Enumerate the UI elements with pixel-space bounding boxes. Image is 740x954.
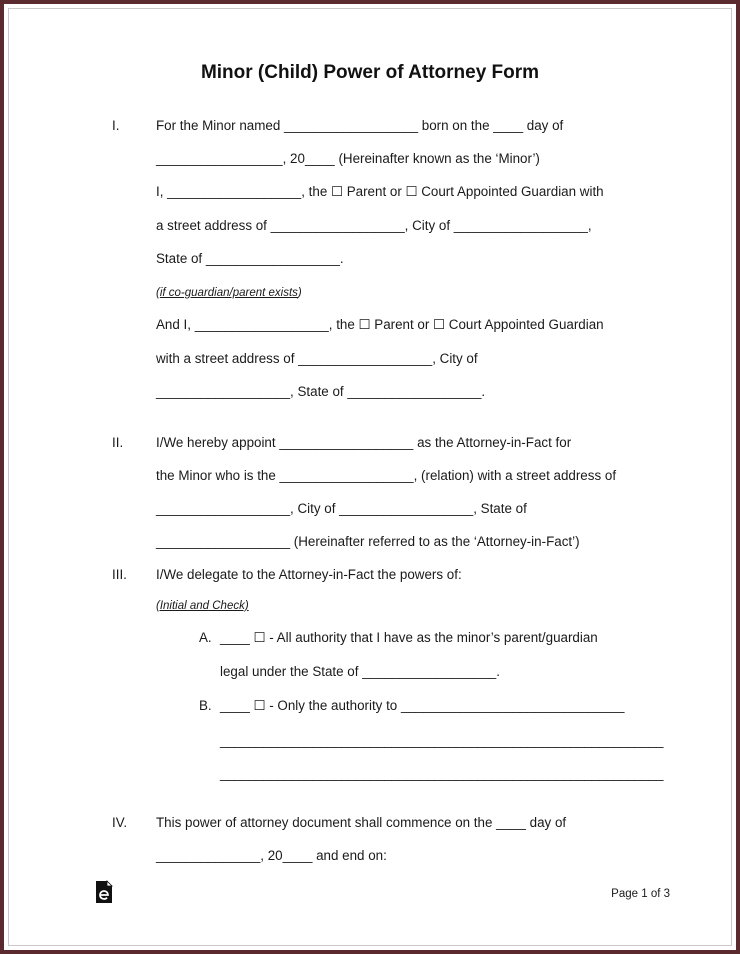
section-4-line-2: ______________, 20____ and end on:: [156, 848, 387, 863]
option-b-letter: B.: [199, 698, 212, 713]
form-title: Minor (Child) Power of Attorney Form: [200, 62, 540, 83]
section-2-line-2: the Minor who is the __________________, (relation) with a street address of: [156, 468, 617, 483]
option-a-line-1: ____ ☐ - All authority that I have as the minor’s parent/guardian: [220, 630, 598, 645]
section-1-line-3: I, __________________, the ☐ Parent or ☐ Court Appointed Guardian with: [156, 184, 604, 199]
section-number-1: I.: [112, 118, 120, 133]
section-2-line-3: __________________, City of __________________, State of: [156, 501, 527, 516]
section-4-line-1: This power of attorney document shall commence on the ____ day of: [156, 815, 567, 830]
option-b-line-2: ______________________________________________________________: [220, 733, 664, 748]
section-1-line-8: __________________, State of __________________.: [156, 384, 486, 399]
option-a-letter: A.: [199, 630, 212, 645]
co-guardian-note: (if co-guardian/parent exists): [156, 287, 302, 299]
page-number: Page 1 of 3: [611, 888, 670, 900]
section-1-line-7: with a street address of __________________, City of: [156, 351, 478, 366]
section-number-2: II.: [112, 435, 124, 450]
option-b-line-1: ____ ☐ - Only the authority to ______________________________: [220, 698, 625, 713]
section-1-line-1: For the Minor named __________________ born on the ____ day of: [156, 118, 564, 133]
section-1-line-5: State of __________________.: [156, 251, 344, 266]
section-1-line-4: a street address of __________________, City of __________________,: [156, 218, 592, 233]
section-2-line-4: __________________ (Hereinafter referred to as the ‘Attorney-in-Fact’): [156, 534, 580, 549]
section-1-line-6: And I, __________________, the ☐ Parent or ☐ Court Appointed Guardian: [156, 317, 604, 332]
section-3-line-1: I/We delegate to the Attorney-in-Fact the powers of:: [156, 567, 462, 582]
option-b-line-3: ______________________________________________________________: [220, 766, 664, 781]
eforms-logo-icon: [94, 880, 114, 904]
section-1-line-2: _________________, 20____ (Hereinafter known as the ‘Minor’): [156, 151, 540, 166]
section-2-line-1: I/We hereby appoint __________________ as the Attorney-in-Fact for: [156, 435, 572, 450]
option-a-line-2: legal under the State of __________________.: [220, 664, 500, 679]
section-number-4: IV.: [112, 815, 128, 830]
initial-and-check-note: (Initial and Check): [156, 600, 249, 612]
section-number-3: III.: [112, 567, 127, 582]
